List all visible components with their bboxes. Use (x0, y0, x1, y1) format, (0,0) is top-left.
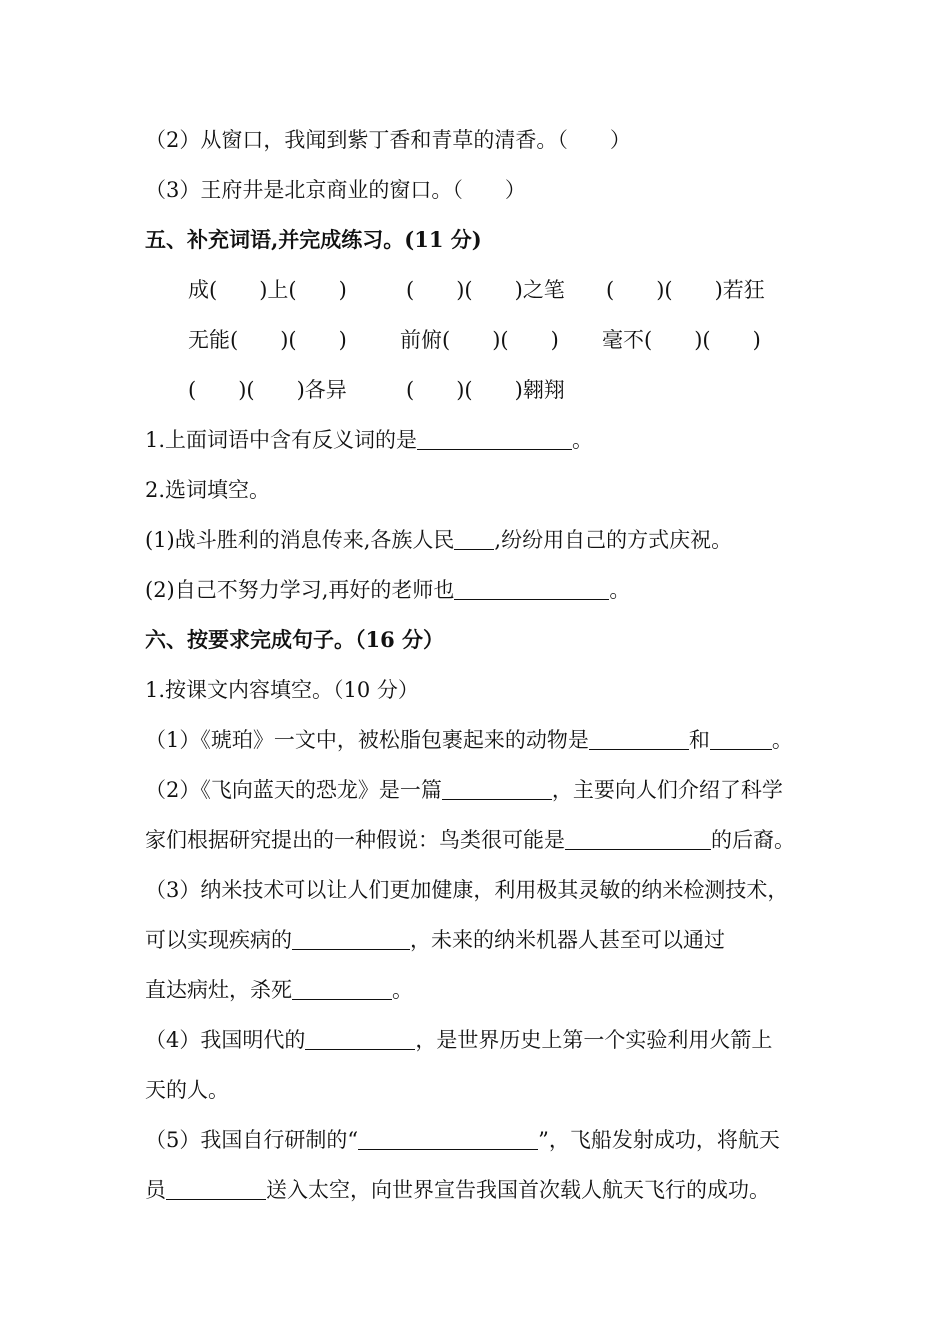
word-item: ( )( )之笔 (406, 278, 565, 302)
answer-blank[interactable] (589, 727, 689, 750)
section-5-heading: 五、补充词语,并完成练习。(11 分) (145, 227, 482, 252)
word-row-1 (188, 275, 860, 305)
question-5-1: 1.上面词语中含有反义词的是 。 (145, 428, 594, 452)
question-6-1-2: （2）《飞向蓝天的恐龙》是一篇 ，主要向人们介绍了科学 (145, 778, 783, 802)
word-item: ( )( )翱翔 (406, 378, 565, 402)
answer-blank[interactable] (565, 827, 711, 850)
word-item: ( )( )若狂 (606, 278, 765, 302)
question-5-2-1: (1)战斗胜利的消息传来,各族人民 ,纷纷用自己的方式庆祝。 (145, 528, 733, 552)
question-6-1-3-end: 直达病灶，杀死 。 (145, 978, 413, 1002)
answer-blank[interactable] (358, 1127, 538, 1150)
question-4-3: （3）王府井是北京商业的窗口。（ ） (145, 178, 526, 202)
answer-blank[interactable] (166, 1177, 266, 1200)
word-item: ( )( )各异 (188, 378, 347, 402)
question-6-1-4-cont: 天的人。 (145, 1078, 229, 1102)
question-6-1-4: （4）我国明代的 ，是世界历史上第一个实验利用火箭上 (145, 1028, 773, 1052)
word-item: 无能( )( ) (188, 328, 347, 352)
answer-blank[interactable] (305, 1027, 415, 1050)
question-6-1: 1.按课文内容填空。（10 分） (145, 678, 419, 702)
word-item: 前俯( )( ) (400, 328, 559, 352)
answer-blank[interactable] (710, 727, 772, 750)
question-4-2: （2）从窗口，我闻到紫丁香和青草的清香。（ ） (145, 128, 631, 152)
question-6-1-2-cont: 家们根据研究提出的一种假说：鸟类很可能是 的后裔。 (145, 828, 795, 852)
word-item: 成( )上( ) (188, 278, 347, 302)
question-6-1-1: （1）《琥珀》一文中，被松脂包裹起来的动物是 和 。 (145, 728, 793, 752)
question-5-2: 2.选词填空。 (145, 478, 271, 502)
answer-blank[interactable] (454, 527, 494, 550)
question-5-2-2: (2)自己不努力学习,再好的老师也 。 (145, 578, 631, 602)
question-6-1-3-cont: 可以实现疾病的 ，未来的纳米机器人甚至可以通过 (145, 928, 725, 952)
answer-blank[interactable] (292, 927, 410, 950)
word-item: 毫不( )( ) (602, 328, 761, 352)
question-6-1-3: （3）纳米技术可以让人们更加健康，利用极其灵敏的纳米检测技术， (145, 878, 789, 902)
question-6-1-5-cont: 员 送入太空，向世界宣告我国首次载人航天飞行的成功。 (145, 1178, 770, 1202)
word-row-2 (188, 325, 860, 355)
answer-blank[interactable] (442, 777, 552, 800)
answer-blank[interactable] (417, 427, 572, 450)
word-row-3 (188, 375, 860, 405)
question-6-1-5: （5）我国自行研制的“ ”，飞船发射成功，将航天 (145, 1128, 780, 1152)
answer-blank[interactable] (292, 977, 392, 1000)
answer-blank[interactable] (454, 577, 609, 600)
section-6-heading: 六、按要求完成句子。（16 分） (145, 627, 445, 652)
